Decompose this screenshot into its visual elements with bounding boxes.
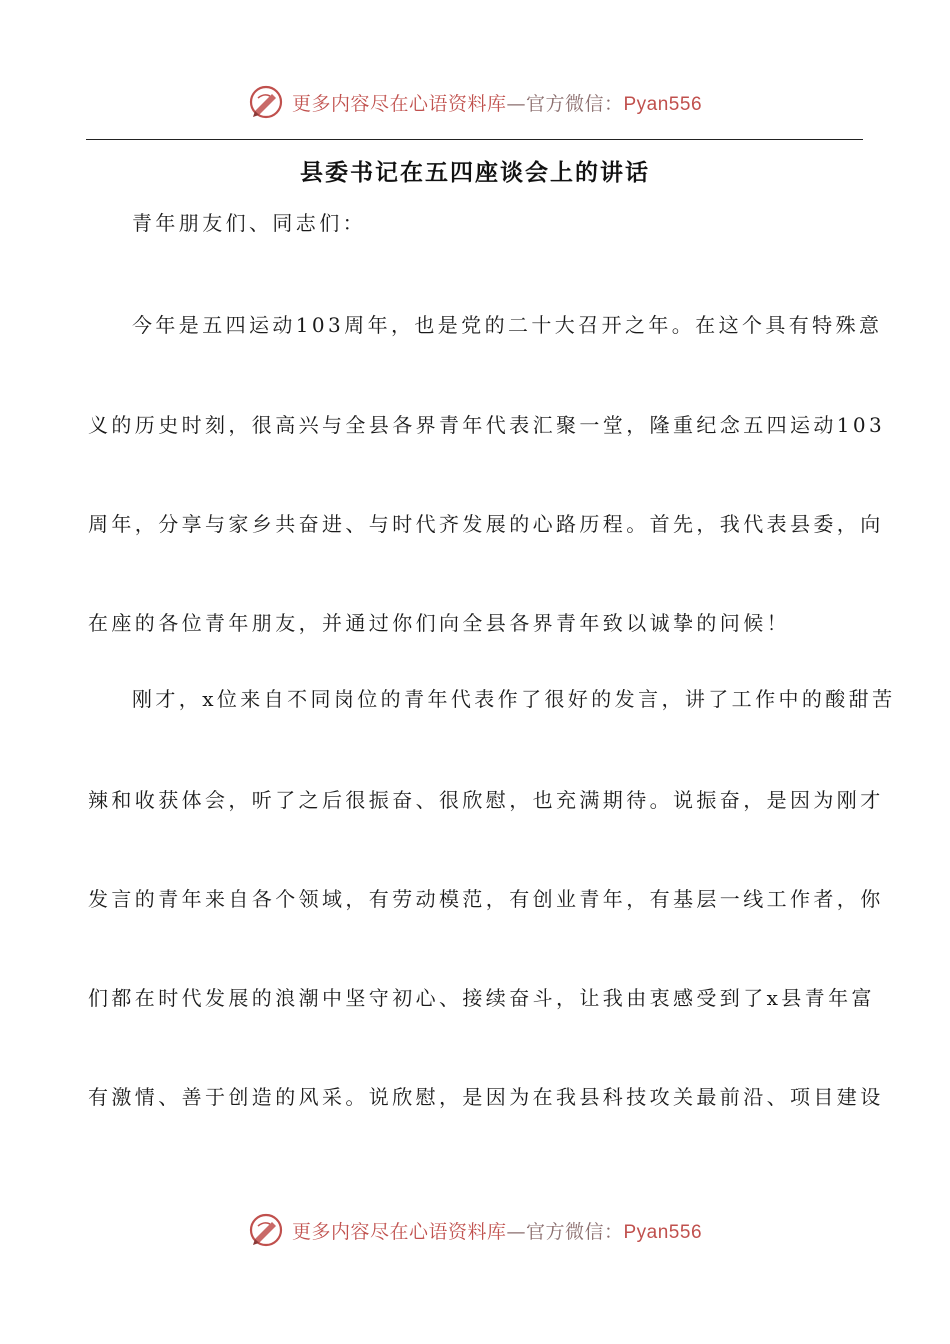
body-line: 在座的各位青年朋友，并通过你们向全县各界青年致以诚挚的问候！	[88, 611, 790, 635]
body-line: 义的历史时刻，很高兴与全县各界青年代表汇聚一堂，隆重纪念五四运动103	[88, 413, 886, 437]
footer-watermark	[0, 1208, 950, 1252]
watermark-part3: Pyan556	[623, 93, 703, 115]
watermark-text	[292, 1217, 702, 1244]
body-line: 青年朋友们、同志们：	[132, 211, 366, 235]
pen-logo-icon	[248, 1212, 284, 1248]
body-line: 发言的青年来自各个领域，有劳动模范，有创业青年，有基层一线工作者，你	[88, 887, 884, 911]
document-title: 县委书记在五四座谈会上的讲话	[300, 160, 650, 186]
header-rule	[86, 139, 863, 140]
header-watermark	[0, 80, 950, 124]
body-line: 们都在时代发展的浪潮中坚守初心、接续奋斗，让我由衷感受到了x县青年富	[88, 986, 875, 1010]
watermark-part1: 更多内容尽在心语资料库	[291, 1220, 507, 1243]
body-line: 今年是五四运动103周年，也是党的二十大召开之年。在这个具有特殊意	[132, 313, 883, 337]
watermark-part2: —官方微信：	[506, 92, 624, 115]
body-line: 周年，分享与家乡共奋进、与时代齐发展的心路历程。首先，我代表县委，向	[88, 512, 884, 536]
body-line: 辣和收获体会，听了之后很振奋、很欣慰，也充满期待。说振奋，是因为刚才	[88, 788, 884, 812]
watermark-part2: —官方微信：	[506, 1220, 624, 1243]
body-line: 刚才，x位来自不同岗位的青年代表作了很好的发言，讲了工作中的酸甜苦	[132, 687, 896, 711]
watermark-part3: Pyan556	[623, 1221, 703, 1243]
watermark-text	[292, 89, 702, 116]
pen-logo-icon	[248, 84, 284, 120]
watermark-part1: 更多内容尽在心语资料库	[291, 92, 507, 115]
body-line: 有激情、善于创造的风采。说欣慰，是因为在我县科技攻关最前沿、项目建设	[88, 1085, 884, 1109]
